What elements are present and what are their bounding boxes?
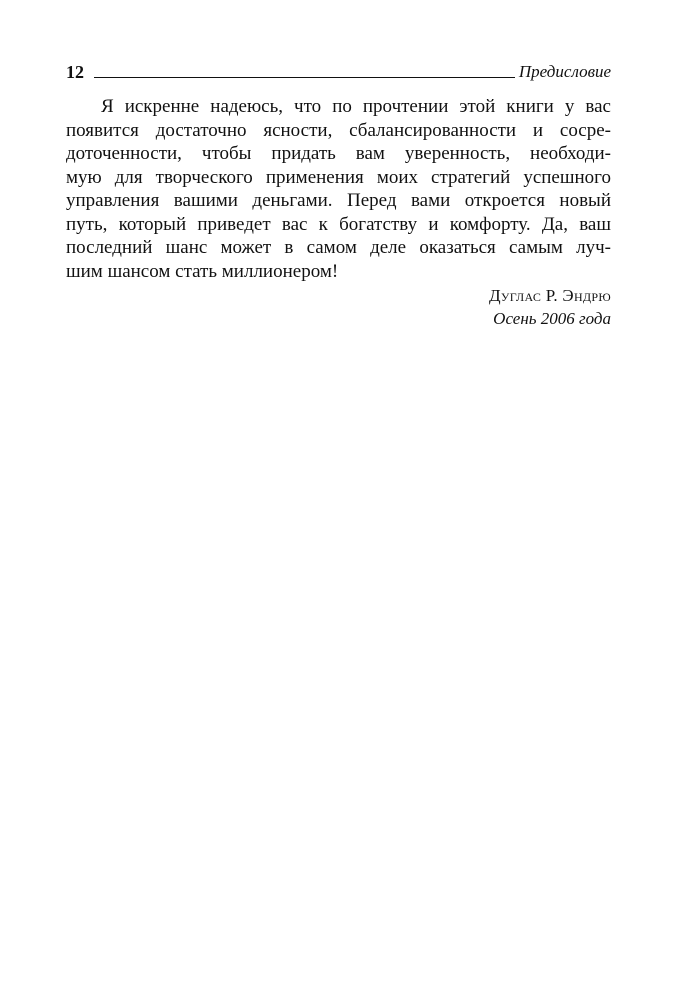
header-rule — [94, 77, 515, 78]
paragraph-line: путь, который приведет вас к богатству и комфорту. Да, ваш — [66, 213, 611, 235]
signature-date: Осень 2006 года — [493, 309, 611, 328]
preface-paragraph — [66, 95, 611, 283]
running-header — [66, 58, 611, 82]
paragraph-line: последний шанс может в самом деле оказаться самым луч- — [66, 237, 611, 258]
page-number: 12 — [66, 62, 84, 82]
author-name: Дуглас Р. Эндрю — [489, 286, 611, 305]
paragraph-line: мую для творческого применения моих стратегий успешного — [66, 166, 611, 188]
paragraph-line: шим шансом стать миллионером! — [66, 260, 339, 282]
paragraph-line: появится достаточно ясности, сбалансированности и сосре- — [66, 119, 611, 141]
section-title: Предисловие — [518, 62, 611, 81]
paragraph-line: доточенности, чтобы придать вам уверенность, необходи- — [66, 143, 611, 164]
paragraph-line: управления вашими деньгами. Перед вами откроется новый — [66, 190, 611, 211]
paragraph-line: Я искренне надеюсь, что по прочтении этой книги у вас — [101, 96, 611, 117]
signature-block — [489, 284, 611, 330]
